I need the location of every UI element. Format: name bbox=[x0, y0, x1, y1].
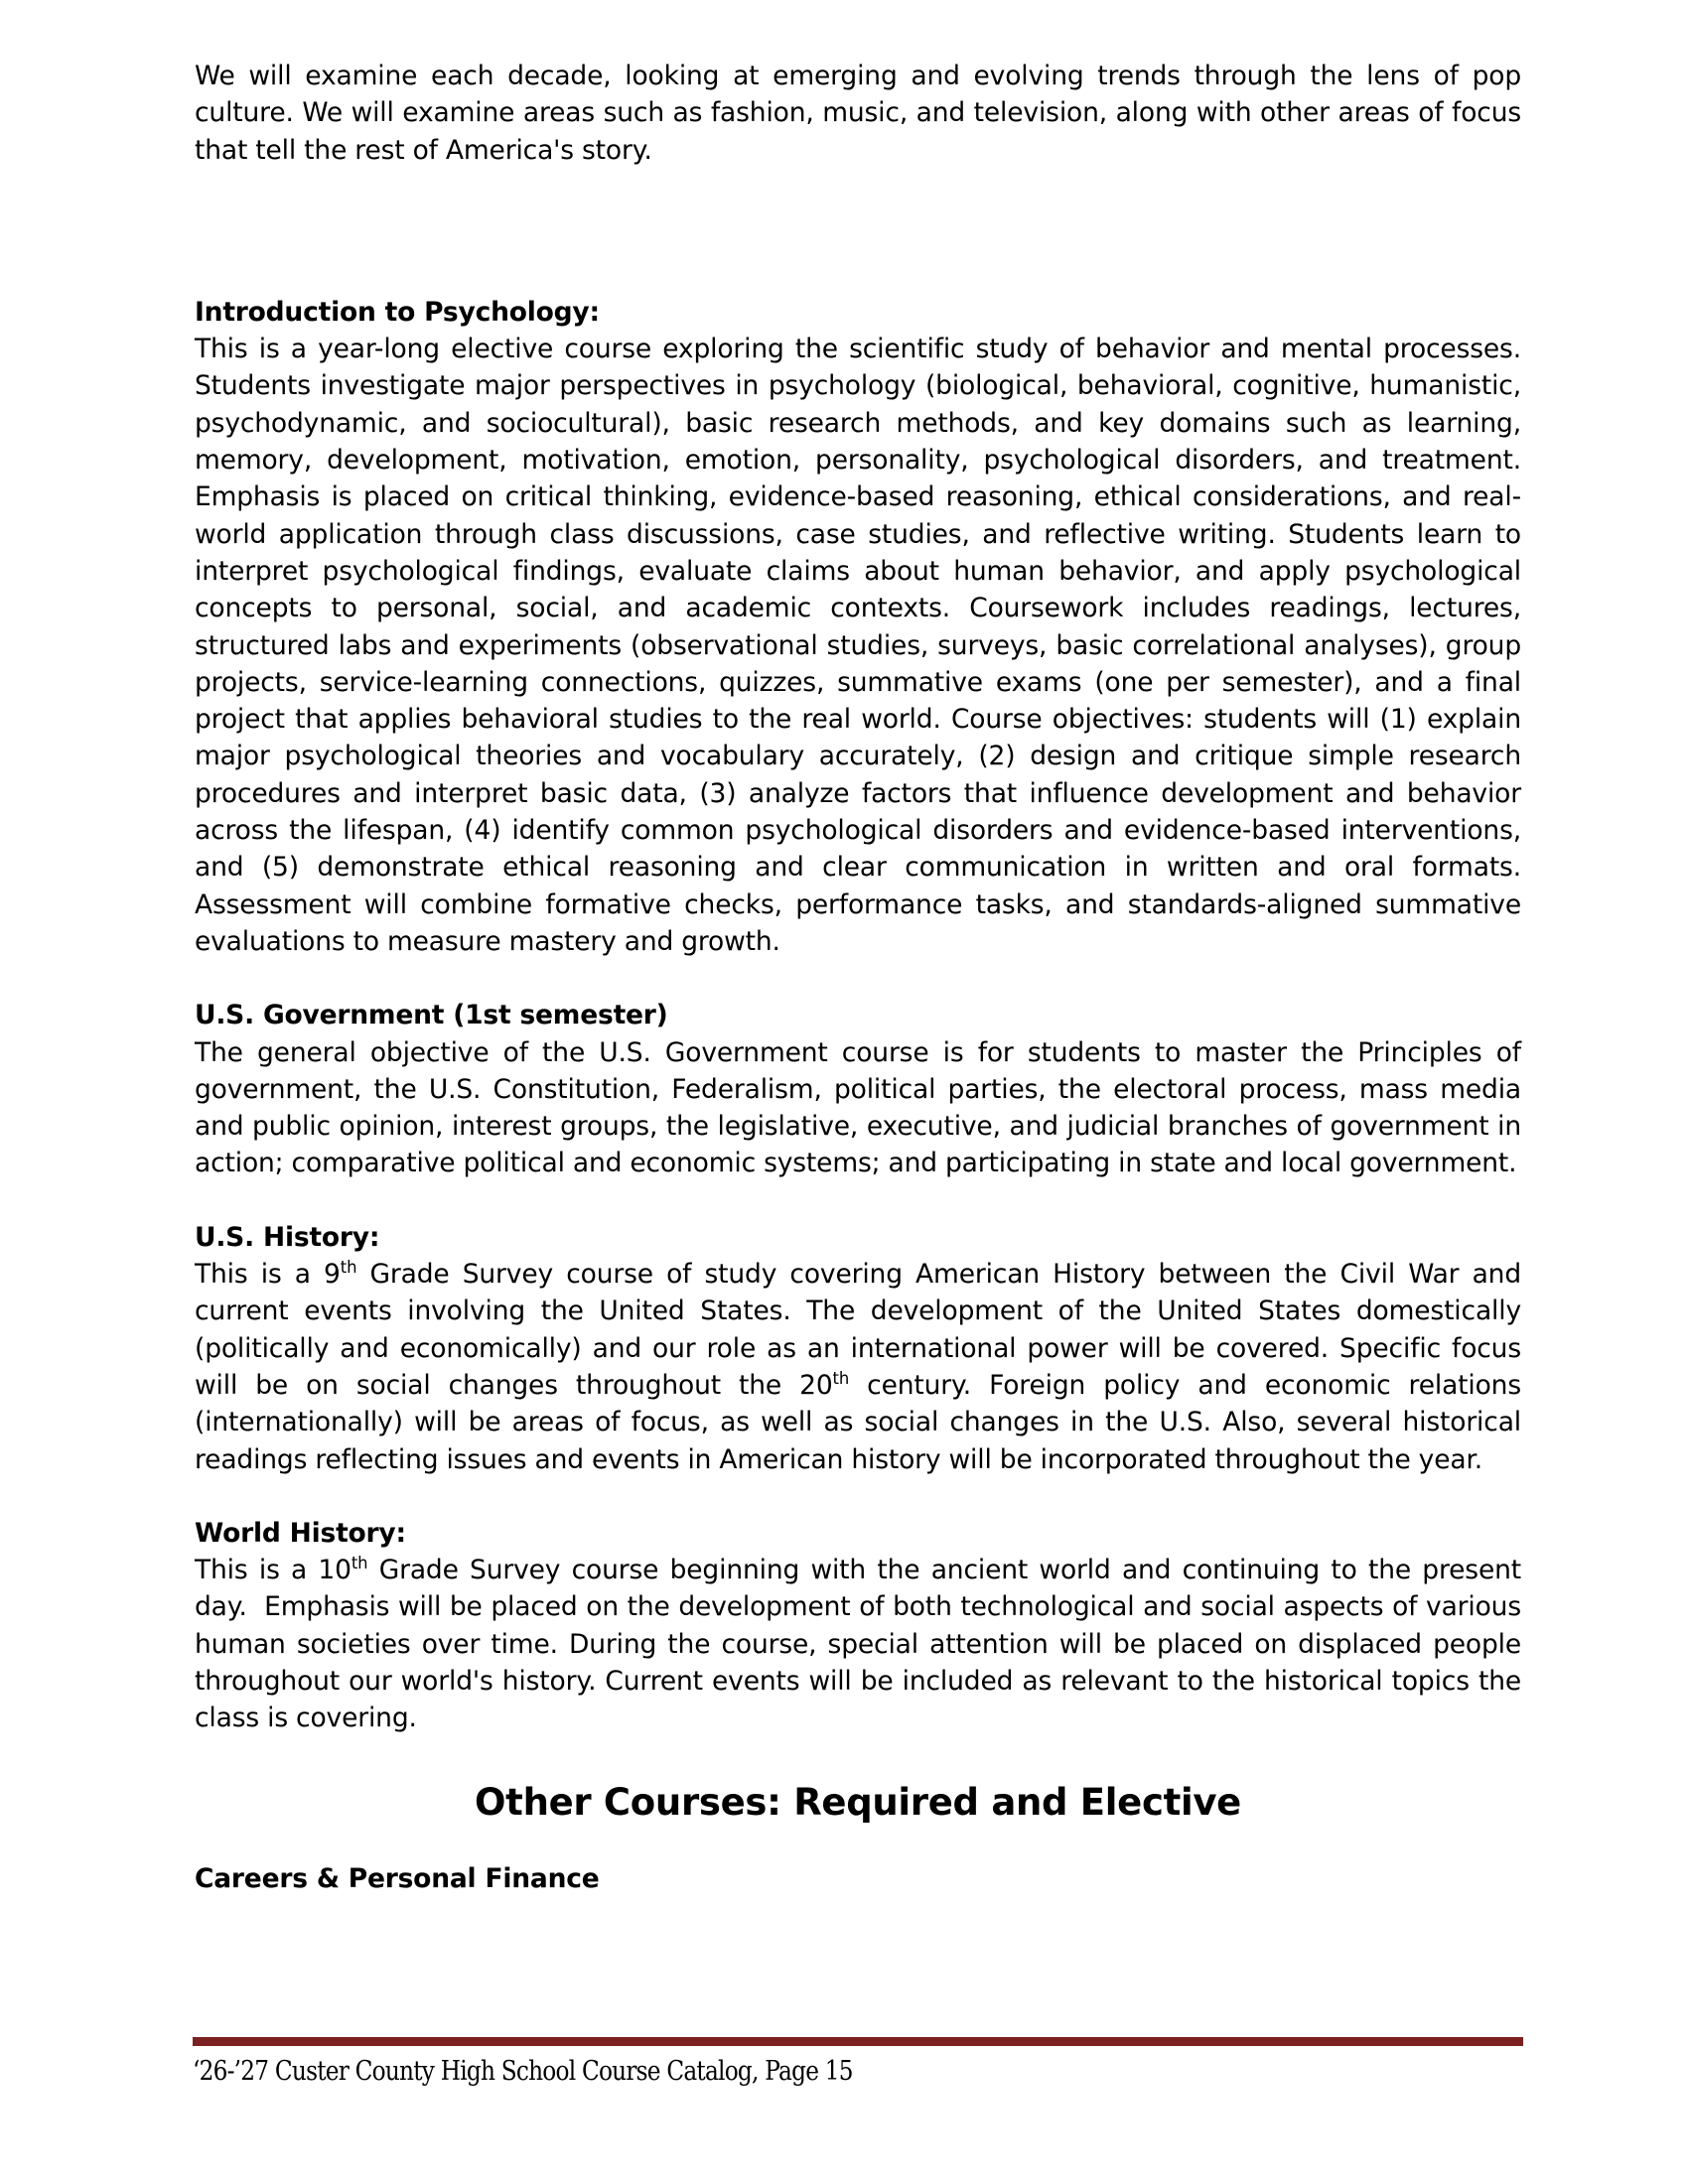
course-body-us-government: The general objective of the U.S. Government course is for students to master the Principles of government, the U.S. Constitution, Federalism, political parties, the electoral process, mass media and public opinion, interest groups, the legislative, executive, and judicial branches of government in action; comparative political and economic systems; and participating in state and local government. bbox=[195, 1036, 1521, 1179]
section-title-other-courses: Other Courses: Required and Elective bbox=[475, 1780, 1241, 1824]
course-heading-us-government: U.S. Government (1st semester) bbox=[195, 1000, 668, 1031]
page-footer bbox=[193, 2037, 1523, 2092]
spacer bbox=[195, 1478, 1521, 1515]
ordinal-suffix-9th: th bbox=[340, 1258, 357, 1278]
spacer bbox=[195, 169, 1521, 294]
us-history-text-part2: Grade Survey course of study covering American History between the Civil War and current events involving the United States. The development of the United States domestically (politically and economically) and our role as an international power will be covered. Specific focus will be on social changes throughout the 20 bbox=[195, 1259, 1530, 1401]
course-heading-careers-personal-finance: Careers & Personal Finance bbox=[195, 1862, 600, 1894]
spacer bbox=[195, 960, 1521, 997]
course-body-us-history bbox=[195, 1256, 1530, 1478]
footer-caption: ‘26-’27 Custer County High School Course Catalog, Page 15 bbox=[193, 2056, 853, 2087]
intro-paragraph: We will examine each decade, looking at emerging and evolving trends through the lens of pop culture. We will examine areas such as fashion, music, and television, along with other areas of focus that tell the rest of America's story. bbox=[195, 61, 1521, 166]
ordinal-suffix-10th: th bbox=[351, 1554, 368, 1573]
world-history-text-part1: This is a 10 bbox=[195, 1555, 352, 1586]
course-body-world-history bbox=[195, 1552, 1530, 1736]
course-body-psychology: This is a year-long elective course exploring the scientific study of behavior and mental processes. Students investigate major perspectives in psychology (biological, behavioral, cognitive, humanistic, psychodynamic, and sociocultural), basic research methods, and key domains such as learning, memory, development, motivation, emotion, personality, psychological disorders, and treatment. Emphasis is placed on critical thinking, evidence-based reasoning, ethical considerations, and real-world application through class discussions, case studies, and reflective writing. Students learn to interpret psychological findings, evaluate claims about human behavior, and apply psychological concepts to personal, social, and academic contexts. Coursework includes readings, lectures, structured labs and experiments (observational studies, surveys, basic correlational analyses), group projects, service-learning connections, quizzes, summative exams (one per semester), and a final project that applies behavioral studies to the real world. Course objectives: students will (1) explain major psychological theories and vocabulary accurately, (2) design and critique simple research procedures and interpret basic data, (3) analyze factors that influence development and behavior across the lifespan, (4) identify common psychological disorders and evidence-based interventions, and (5) demonstrate ethical reasoning and clear communication in written and oral formats. Assessment will combine formative checks, performance tasks, and standards-aligned summative evaluations to measure mastery and growth. bbox=[195, 334, 1521, 957]
course-heading-us-history: U.S. History: bbox=[195, 1221, 380, 1253]
spacer bbox=[195, 1824, 1521, 1863]
course-heading-psychology: Introduction to Psychology: bbox=[195, 296, 600, 328]
world-history-text-part2: Grade Survey course beginning with the ancient world and continuing to the present day. Emphasis will be placed on the development of both technological and social aspects of various human societies over time. During the course, special attention will be placed on displaced people throughout our world's history. Current events will be included as relevant to the historical topics the class is covering. bbox=[195, 1555, 1530, 1734]
page-content bbox=[195, 58, 1530, 1894]
us-history-text-part1: This is a 9 bbox=[195, 1259, 341, 1291]
spacer bbox=[195, 1182, 1521, 1219]
footer-divider bbox=[193, 2037, 1523, 2046]
course-heading-world-history: World History: bbox=[195, 1517, 406, 1549]
spacer bbox=[195, 1737, 1521, 1781]
us-history-text-part3: century. Foreign policy and economic relations (internationally) will be areas of focus, as well as social changes in the U.S. Also, several historical readings reflecting issues and events in American history will be incorporated throughout the year. bbox=[195, 1369, 1530, 1475]
ordinal-suffix-20th: th bbox=[832, 1369, 850, 1389]
